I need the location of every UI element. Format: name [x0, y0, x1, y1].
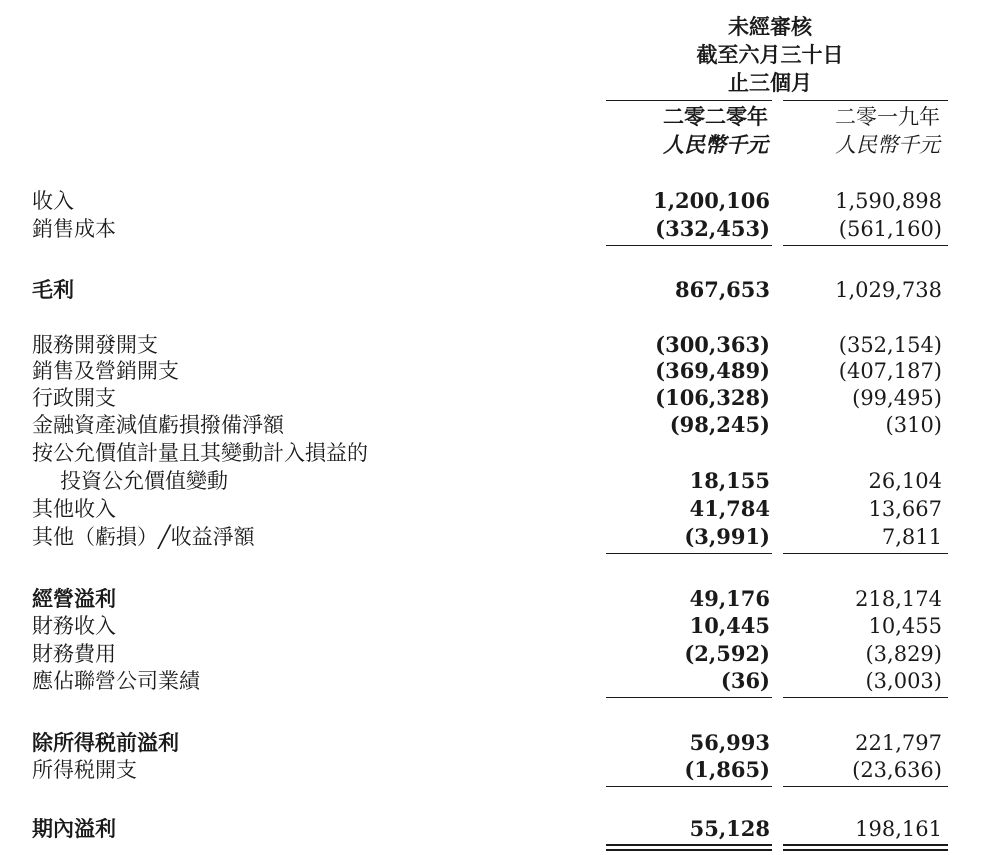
row-value-2019-gross-profit: 1,029,738: [835, 278, 942, 302]
column-year-2020: 二零二零年: [663, 104, 768, 129]
subtotal-rule-2020: [606, 786, 772, 787]
row-value-2020-service-development: (300,363): [655, 332, 770, 357]
row-label-other-income: 其他收入: [32, 497, 116, 521]
row-value-2019-finance-income: 10,455: [868, 614, 942, 638]
row-label-other-gains-losses: 其他（虧損）╱收益淨額: [32, 525, 255, 549]
row-value-2019-profit-before-tax: 221,797: [855, 731, 942, 755]
row-value-2019-revenue: 1,590,898: [835, 189, 942, 213]
row-value-2020-income-tax: (1,865): [684, 757, 770, 782]
row-value-2019-cost-of-sales: (561,160): [838, 217, 942, 241]
row-value-2020-fair-value-change: 18,155: [689, 468, 770, 493]
subtotal-rule-2019: [783, 553, 948, 554]
subtotal-rule-2020: [606, 697, 772, 698]
total-double-rule-2020: [606, 844, 772, 851]
row-value-2020-revenue: 1,200,106: [653, 188, 770, 213]
row-value-2019-income-tax: (23,636): [852, 758, 942, 782]
row-value-2020-profit-before-tax: 56,993: [689, 730, 770, 755]
row-value-2019-administrative: (99,495): [852, 386, 942, 410]
row-value-2020-gross-profit: 867,653: [675, 277, 770, 302]
row-value-2019-service-development: (352,154): [838, 333, 942, 357]
row-label-finance-income: 財務收入: [32, 614, 116, 638]
header-period-line1: 截至六月三十日: [696, 42, 844, 67]
row-label-impairment: 金融資產減值虧損撥備淨額: [32, 413, 284, 437]
total-double-rule-2019: [783, 844, 948, 851]
row-value-2019-share-of-associates: (3,003): [865, 669, 942, 693]
row-label-fair-value-change: 投資公允價值變動: [60, 469, 228, 493]
row-label-profit-for-period: 期內溢利: [32, 816, 116, 841]
row-value-2019-impairment: (310): [885, 413, 942, 437]
row-value-2020-finance-income: 10,445: [689, 613, 770, 638]
row-value-2019-finance-costs: (3,829): [865, 642, 942, 666]
row-label-administrative: 行政開支: [32, 386, 116, 410]
row-label-fair-value-line1: 按公允價值計量且其變動計入損益的: [32, 441, 368, 465]
header-rule-2020: [606, 100, 772, 101]
row-value-2019-selling-marketing: (407,187): [838, 359, 942, 383]
row-label-gross-profit: 毛利: [32, 277, 74, 302]
row-value-2020-administrative: (106,328): [655, 385, 770, 410]
row-value-2019-fair-value-change: 26,104: [868, 469, 942, 493]
row-label-profit-before-tax: 除所得税前溢利: [32, 730, 179, 755]
row-value-2020-profit-for-period: 55,128: [689, 816, 770, 841]
header-unaudited: 未經審核: [728, 14, 812, 39]
row-value-2019-other-gains-losses: 7,811: [881, 525, 942, 549]
row-value-2020-cost-of-sales: (332,453): [655, 216, 770, 241]
subtotal-rule-2019: [783, 245, 948, 246]
column-head-2020: [663, 103, 768, 159]
row-value-2019-profit-for-period: 198,161: [855, 817, 942, 841]
row-value-2020-impairment: (98,245): [669, 412, 770, 437]
column-unit-2019: 人民幣千元: [835, 133, 940, 157]
row-value-2020-operating-profit: 49,176: [689, 586, 770, 611]
header-period-line2: 止三個月: [728, 70, 812, 95]
subtotal-rule-2019: [783, 697, 948, 698]
row-value-2020-finance-costs: (2,592): [684, 641, 770, 666]
row-value-2019-operating-profit: 218,174: [855, 587, 942, 611]
row-label-finance-costs: 財務費用: [32, 642, 116, 666]
subtotal-rule-2019: [783, 786, 948, 787]
row-label-service-development: 服務開發開支: [32, 333, 158, 357]
row-value-2020-share-of-associates: (36): [720, 668, 770, 693]
row-value-2020-other-income: 41,784: [689, 496, 770, 521]
row-label-cost-of-sales: 銷售成本: [32, 217, 116, 241]
row-label-revenue: 收入: [32, 189, 74, 213]
row-label-income-tax: 所得税開支: [32, 758, 137, 782]
row-value-2020-other-gains-losses: (3,991): [684, 524, 770, 549]
header-rule-2019: [783, 100, 948, 101]
row-value-2020-selling-marketing: (369,489): [655, 358, 770, 383]
subtotal-rule-2020: [606, 553, 772, 554]
row-value-2019-other-income: 13,667: [868, 497, 942, 521]
row-label-operating-profit: 經營溢利: [32, 586, 116, 611]
column-year-2019: 二零一九年: [835, 105, 940, 129]
column-unit-2020: 人民幣千元: [663, 132, 768, 157]
row-label-selling-marketing: 銷售及營銷開支: [32, 359, 179, 383]
subtotal-rule-2020: [606, 245, 772, 246]
row-label-share-of-associates: 應佔聯營公司業績: [32, 669, 200, 693]
column-head-2019: [835, 103, 940, 159]
